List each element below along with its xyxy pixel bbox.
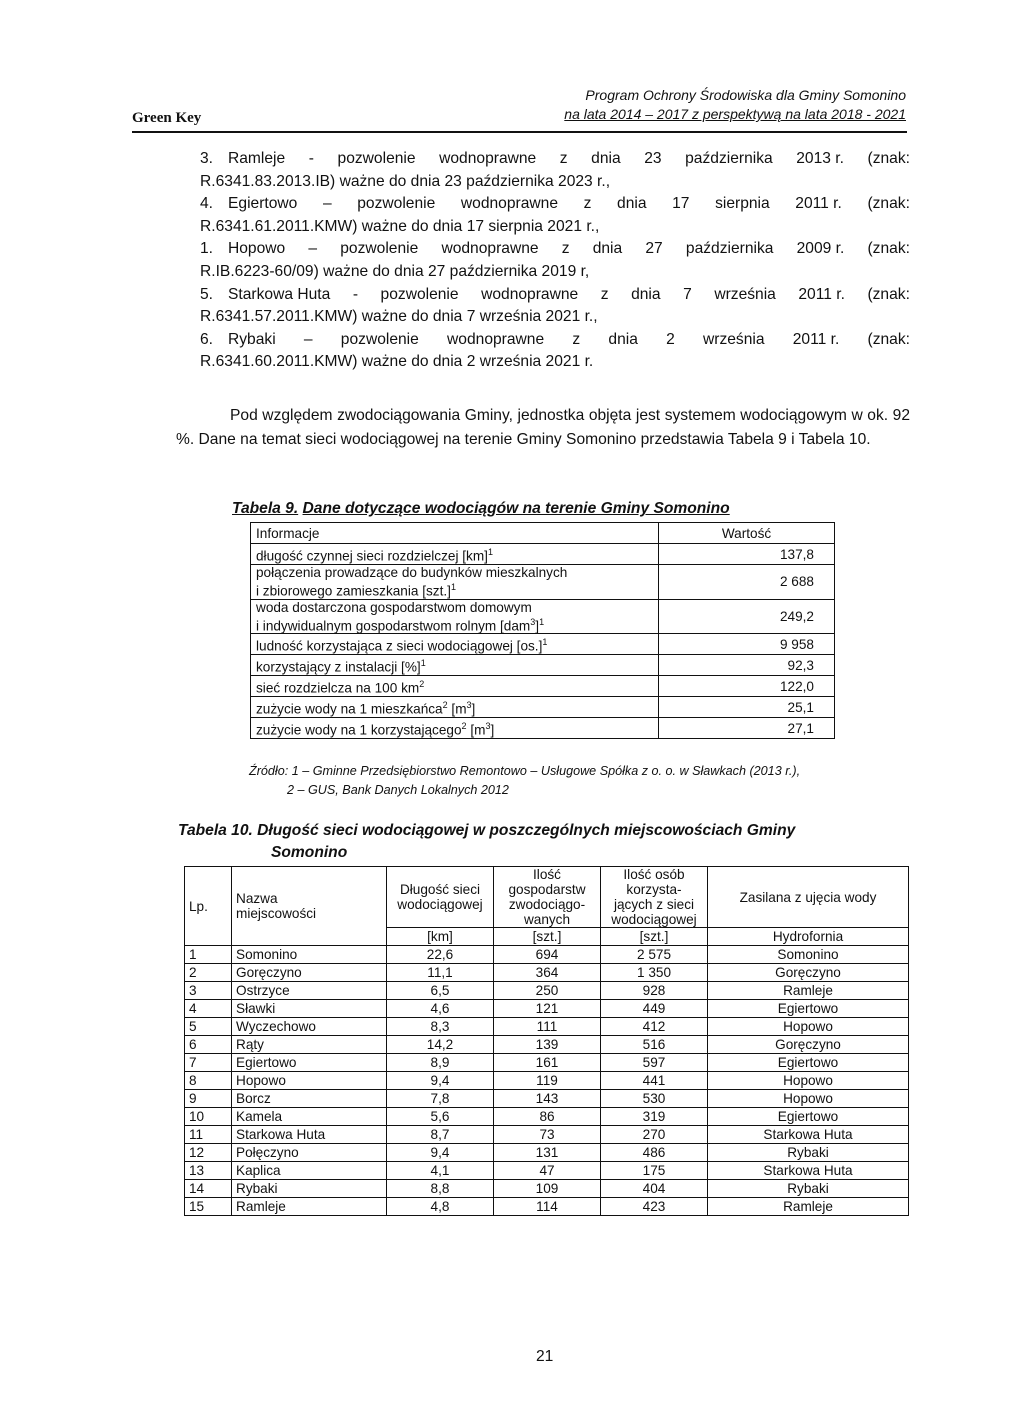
permit-item xyxy=(200,148,910,193)
table10-lp: 8 xyxy=(185,1072,232,1090)
table10-lp: 14 xyxy=(185,1180,232,1198)
body-paragraph-text: Pod względem zwodociągowania Gminy, jednostka objęta jest systemem wodociągowym w ok. 92 %. Dane na temat sieci wodociągowej na terenie Gminy Somonino przedstawia Tabela 9 i Tabela 10. xyxy=(176,407,910,448)
permit-word: pozwolenie xyxy=(340,240,419,258)
table10-row xyxy=(185,1000,909,1018)
table10-farms: 364 xyxy=(494,964,601,982)
table10-row xyxy=(185,946,909,964)
table9-value: 122,0 xyxy=(659,676,835,697)
table9-label-end: ] xyxy=(535,618,540,634)
table9-label xyxy=(251,655,659,676)
permit-word: z xyxy=(572,330,581,348)
table9-row xyxy=(251,565,835,600)
table10-lp: 9 xyxy=(185,1090,232,1108)
table9-unit-sup: 3 xyxy=(530,616,536,627)
table10-unit-farms: [szt.] xyxy=(494,928,601,946)
table10-people: 423 xyxy=(601,1198,708,1216)
permit-word: 2011 r. xyxy=(795,195,842,213)
table9-head-value: Wartość xyxy=(659,523,835,544)
permit-word: Hopowo xyxy=(228,240,286,258)
permit-word: Starkowa Huta xyxy=(228,285,331,303)
table9-source xyxy=(249,762,800,800)
table9-caption-label: Tabela 9. xyxy=(232,500,299,517)
table10-head-farms-1: Ilość xyxy=(533,867,561,882)
table10-length: 9,4 xyxy=(387,1072,494,1090)
table9-row xyxy=(251,634,835,655)
table9-label xyxy=(251,599,659,634)
permit-word: – xyxy=(308,240,318,258)
table10-head-name-1: Nazwa xyxy=(236,891,278,906)
permit-line1 xyxy=(228,284,910,307)
table9-row xyxy=(251,718,835,739)
table10-people: 270 xyxy=(601,1126,708,1144)
table10-lp: 6 xyxy=(185,1036,232,1054)
permit-word: października xyxy=(685,240,774,258)
table10-people: 928 xyxy=(601,982,708,1000)
table10-farms: 250 xyxy=(494,982,601,1000)
table10-row xyxy=(185,964,909,982)
permit-word: (znak: xyxy=(867,195,910,213)
table10-header-row xyxy=(185,867,909,928)
permit-word: - xyxy=(308,150,314,167)
permit-word: Ramleje xyxy=(228,150,286,167)
permit-word: 17 xyxy=(672,195,690,213)
table9-label-text: długość czynnej sieci rozdzielczej [km] xyxy=(256,548,488,564)
permit-item xyxy=(200,238,910,283)
table10-lp: 5 xyxy=(185,1018,232,1036)
permit-line1 xyxy=(228,238,910,261)
table9-row xyxy=(251,697,835,718)
table10-people: 319 xyxy=(601,1108,708,1126)
table10-lp: 1 xyxy=(185,946,232,964)
table10-source: Ramleje xyxy=(708,982,909,1000)
table9-unit-sup: 3 xyxy=(466,699,472,710)
table9-label-text: zużycie wody na 1 mieszkańca xyxy=(256,701,443,717)
table10-length: 5,6 xyxy=(387,1108,494,1126)
table9-label xyxy=(251,676,659,697)
table10-source: Rybaki xyxy=(708,1180,909,1198)
permit-word: dnia xyxy=(608,330,638,348)
permit-word: 7 xyxy=(683,285,692,303)
table9-unit-sup: 3 xyxy=(485,720,491,731)
permit-word: (znak: xyxy=(867,330,910,348)
table9-source-line2: 2 – GUS, Bank Danych Lokalnych 2012 xyxy=(287,783,509,797)
table10-people: 449 xyxy=(601,1000,708,1018)
table10-lp: 12 xyxy=(185,1144,232,1162)
table9-source-sup: 2 xyxy=(419,678,425,689)
table9-label-line1: woda dostarczona gospodarstwom domowym xyxy=(256,599,532,615)
table10-farms: 121 xyxy=(494,1000,601,1018)
table10-name: Rybaki xyxy=(232,1180,387,1198)
table9-value: 92,3 xyxy=(659,655,835,676)
table9-source-sup: 1 xyxy=(487,546,493,557)
table10-farms: 143 xyxy=(494,1090,601,1108)
table9-row xyxy=(251,676,835,697)
table10-farms: 114 xyxy=(494,1198,601,1216)
permit-word: z xyxy=(600,285,609,303)
table10-length: 8,3 xyxy=(387,1018,494,1036)
table9-label xyxy=(251,565,659,600)
permit-word: Egiertowo xyxy=(228,195,298,213)
permit-word: z xyxy=(561,240,570,258)
table10-row xyxy=(185,1126,909,1144)
table10-head-farms-4: wanych xyxy=(523,912,571,927)
table10-source: Egiertowo xyxy=(708,1054,909,1072)
permit-number: 4. xyxy=(200,195,214,213)
table9-value: 249,2 xyxy=(659,599,835,634)
table10-length: 14,2 xyxy=(387,1036,494,1054)
table10-head-source: Zasilana z ujęcia wody xyxy=(708,867,909,928)
table10-farms: 109 xyxy=(494,1180,601,1198)
permit-word: wodnoprawne xyxy=(481,285,579,303)
permit-word: wodnoprawne xyxy=(439,150,537,167)
table10-lp: 7 xyxy=(185,1054,232,1072)
permit-word: 2013 r. xyxy=(796,150,844,167)
permit-item xyxy=(200,193,910,238)
permit-line2: R.6341.57.2011.KMW) ważne do dnia 7 września 2021 r., xyxy=(200,308,598,326)
table9 xyxy=(250,522,835,739)
table10-name: Wyczechowo xyxy=(232,1018,387,1036)
table10-lp: 10 xyxy=(185,1108,232,1126)
table10-row xyxy=(185,982,909,1000)
permit-line2: R.6341.61.2011.KMW) ważne do dnia 17 sierpnia 2021 r., xyxy=(200,217,600,235)
permit-line2: R.6341.60.2011.KMW) ważne do dnia 2 września 2021 r. xyxy=(200,353,594,371)
table10-lp: 3 xyxy=(185,982,232,1000)
permit-word: wodnoprawne xyxy=(441,240,539,258)
permit-word: września xyxy=(703,330,765,348)
table10-name: Borcz xyxy=(232,1090,387,1108)
table10-farms: 119 xyxy=(494,1072,601,1090)
table10-length: 8,8 xyxy=(387,1180,494,1198)
table10-farms: 86 xyxy=(494,1108,601,1126)
table9-value: 25,1 xyxy=(659,697,835,718)
table10-source: Starkowa Huta xyxy=(708,1126,909,1144)
table10-head-farms-3: zwodociągo- xyxy=(508,897,586,912)
permit-number: 1. xyxy=(200,240,214,258)
table10-source: Egiertowo xyxy=(708,1108,909,1126)
permit-word: Rybaki xyxy=(228,330,276,348)
permit-word: pozwolenie xyxy=(340,330,419,348)
table10-farms: 694 xyxy=(494,946,601,964)
permit-word: sierpnia xyxy=(715,195,770,213)
permit-number: 6. xyxy=(200,330,214,348)
table10-name: Ramleje xyxy=(232,1198,387,1216)
permit-word: (znak: xyxy=(867,240,910,258)
table9-row xyxy=(251,544,835,565)
table10-people: 530 xyxy=(601,1090,708,1108)
table9-unit-end: ] xyxy=(490,722,495,738)
table10-people: 1 350 xyxy=(601,964,708,982)
table10-name: Kamela xyxy=(232,1108,387,1126)
permit-word: 2009 r. xyxy=(796,240,845,258)
permit-word: 27 xyxy=(645,240,663,258)
table10-source: Hopowo xyxy=(708,1018,909,1036)
table10 xyxy=(184,866,909,1216)
table10-people: 597 xyxy=(601,1054,708,1072)
table10-name: Połęczyno xyxy=(232,1144,387,1162)
table10-length: 4,1 xyxy=(387,1162,494,1180)
header-divider xyxy=(132,131,907,133)
permit-word: wodnoprawne xyxy=(460,195,558,213)
permit-word: – xyxy=(303,330,313,348)
table10-source: Egiertowo xyxy=(708,1000,909,1018)
table10-farms: 47 xyxy=(494,1162,601,1180)
permit-line2: R.6341.83.2013.IB) ważne do dnia 23 października 2023 r., xyxy=(200,172,611,190)
table9-head-info: Informacje xyxy=(251,523,659,544)
table10-lp: 4 xyxy=(185,1000,232,1018)
table10-lp: 13 xyxy=(185,1162,232,1180)
permit-word: dnia xyxy=(631,285,661,303)
table9-label-text: korzystający z instalacji [%] xyxy=(256,659,421,675)
permit-number: 3. xyxy=(200,150,214,167)
table10-head-people-2: korzysta- xyxy=(626,882,682,897)
permit-word: 23 xyxy=(644,150,662,167)
permit-line2: R.IB.6223-60/09) ważne do dnia 27 października 2019 r, xyxy=(200,262,590,280)
table10-people: 516 xyxy=(601,1036,708,1054)
table10-unit-length: [km] xyxy=(387,928,494,946)
table9-value: 137,8 xyxy=(659,544,835,565)
table10-row xyxy=(185,1036,909,1054)
table10-length: 11,1 xyxy=(387,964,494,982)
body-paragraph xyxy=(176,404,910,452)
table9-value: 2 688 xyxy=(659,565,835,600)
table10-row xyxy=(185,1162,909,1180)
table10-name: Rąty xyxy=(232,1036,387,1054)
header-title-line2: na lata 2014 – 2017 z perspektywą na lata 2018 - 2021 xyxy=(564,106,906,122)
table9-label-text: sieć rozdzielcza na 100 km xyxy=(256,680,420,696)
table9-label-line1: połączenia prowadzące do budynków mieszkalnych xyxy=(256,565,568,580)
permit-item xyxy=(200,284,910,329)
table10-length: 22,6 xyxy=(387,946,494,964)
table9-label-line2: i indywidualnym gospodarstwom rolnym [dam xyxy=(256,618,531,634)
table10-name: Egiertowo xyxy=(232,1054,387,1072)
table10-people: 175 xyxy=(601,1162,708,1180)
table10-row xyxy=(185,1090,909,1108)
table10-head-length xyxy=(387,867,494,928)
permit-word: – xyxy=(322,195,332,213)
table10-row xyxy=(185,1054,909,1072)
table10-head-name xyxy=(232,867,387,946)
table10-name: Somonino xyxy=(232,946,387,964)
permit-word: dnia xyxy=(592,240,623,258)
table10-farms: 131 xyxy=(494,1144,601,1162)
permit-word: wodnoprawne xyxy=(447,330,545,348)
table10-source: Ramleje xyxy=(708,1198,909,1216)
table10-head-lp: Lp. xyxy=(185,867,232,946)
table9-source-sup: 1 xyxy=(539,616,545,627)
table10-length: 4,8 xyxy=(387,1198,494,1216)
permit-word: pozwolenie xyxy=(380,285,459,303)
table10-caption xyxy=(178,820,795,864)
table10-people: 486 xyxy=(601,1144,708,1162)
table10-head-people-1: Ilość osób xyxy=(623,867,685,882)
table10-head-name-2: miejscowości xyxy=(236,906,317,921)
table10-farms: 139 xyxy=(494,1036,601,1054)
table10-head-length-2: wodociągowej xyxy=(397,897,483,912)
table9-label xyxy=(251,697,659,718)
table10-name: Sławki xyxy=(232,1000,387,1018)
table10-head-people-4: wodociągowej xyxy=(611,912,697,927)
table10-length: 8,9 xyxy=(387,1054,494,1072)
table9-source-sup: 1 xyxy=(542,636,548,647)
header-brand: Green Key xyxy=(132,110,202,126)
permit-word: października xyxy=(685,150,773,167)
table10-people: 2 575 xyxy=(601,946,708,964)
table10-caption-line2: Somonino xyxy=(271,844,348,861)
table10-source: Goręczyno xyxy=(708,1036,909,1054)
table10-name: Ostrzyce xyxy=(232,982,387,1000)
permit-line1 xyxy=(228,148,910,171)
table9-row xyxy=(251,599,835,634)
table10-row xyxy=(185,1072,909,1090)
table9-label xyxy=(251,544,659,565)
permit-word: - xyxy=(352,285,359,303)
table9-unit: [m xyxy=(466,722,486,738)
table10-source: Rybaki xyxy=(708,1144,909,1162)
table10-row xyxy=(185,1180,909,1198)
table10-people: 412 xyxy=(601,1018,708,1036)
table9-header-row xyxy=(251,523,835,544)
permit-word: 2011 r. xyxy=(798,285,845,303)
permit-line1 xyxy=(228,329,910,352)
permit-word: z xyxy=(559,150,568,167)
header-title xyxy=(564,86,906,124)
header-title-line1: Program Ochrony Środowiska dla Gminy Somonino xyxy=(585,87,906,103)
table10-source: Hopowo xyxy=(708,1090,909,1108)
permit-word: (znak: xyxy=(867,150,910,167)
table10-source: Somonino xyxy=(708,946,909,964)
permit-word: 2011 r. xyxy=(792,330,840,348)
table10-source: Goręczyno xyxy=(708,964,909,982)
table10-unit-people: [szt.] xyxy=(601,928,708,946)
table9-value: 9 958 xyxy=(659,634,835,655)
permit-item xyxy=(200,329,910,374)
permit-list xyxy=(200,148,910,374)
table10-caption-line1: Tabela 10. Długość sieci wodociągowej w poszczególnych miejscowościach Gminy xyxy=(178,822,796,839)
table10-length: 8,7 xyxy=(387,1126,494,1144)
table10-people: 404 xyxy=(601,1180,708,1198)
table9-label xyxy=(251,718,659,739)
permit-word: dnia xyxy=(617,195,647,213)
page-number: 21 xyxy=(536,1348,554,1365)
table9-source-sup: 1 xyxy=(420,657,426,668)
table10-lp: 15 xyxy=(185,1198,232,1216)
table10-farms: 73 xyxy=(494,1126,601,1144)
table10-head-length-1: Długość sieci xyxy=(399,882,481,897)
table9-unit-end: ] xyxy=(471,701,476,717)
table9-label xyxy=(251,634,659,655)
table10-head-farms xyxy=(494,867,601,928)
permit-word: (znak: xyxy=(867,285,910,303)
table10-row xyxy=(185,1144,909,1162)
table10-name: Goręczyno xyxy=(232,964,387,982)
table10-length: 7,8 xyxy=(387,1090,494,1108)
table10-head-people-3: jących z sieci xyxy=(613,897,695,912)
table10-farms: 161 xyxy=(494,1054,601,1072)
permit-word: pozwolenie xyxy=(357,195,436,213)
permit-word: dnia xyxy=(591,150,621,167)
table9-caption-text: Dane dotyczące wodociągów na terenie Gminy Somonino xyxy=(302,500,730,517)
table9-label-text: ludność korzystająca z sieci wodociągowej [os.] xyxy=(256,638,543,654)
table10-name: Kaplica xyxy=(232,1162,387,1180)
table10-source: Hopowo xyxy=(708,1072,909,1090)
table10-people: 441 xyxy=(601,1072,708,1090)
table10-farms: 111 xyxy=(494,1018,601,1036)
table10-head-people xyxy=(601,867,708,928)
table10-length: 6,5 xyxy=(387,982,494,1000)
permit-line1 xyxy=(228,193,910,216)
table10-row xyxy=(185,1108,909,1126)
table9-source-sup: 2 xyxy=(442,699,448,710)
table10-name: Starkowa Huta xyxy=(232,1126,387,1144)
table9-value: 27,1 xyxy=(659,718,835,739)
table10-head-farms-2: gospodarstw xyxy=(508,882,586,897)
table10-length: 9,4 xyxy=(387,1144,494,1162)
table10-row xyxy=(185,1018,909,1036)
table10-lp: 11 xyxy=(185,1126,232,1144)
permit-word: z xyxy=(583,195,592,213)
table9-label-line2: i zbiorowego zamieszkania [szt.] xyxy=(256,583,451,599)
table9-source-sup: 2 xyxy=(461,720,467,731)
table9-caption xyxy=(232,500,730,518)
permit-word: 2 xyxy=(666,330,675,348)
table10-row xyxy=(185,1198,909,1216)
table9-source-line1: Źródło: 1 – Gminne Przedsiębiorstwo Remontowo – Usługowe Spółka z o. o. w Sławkach (2013 r.), xyxy=(249,764,801,778)
permit-number: 5. xyxy=(200,285,214,303)
permit-word: pozwolenie xyxy=(337,150,416,167)
permit-word: września xyxy=(714,285,776,303)
table10-name: Hopowo xyxy=(232,1072,387,1090)
table10-source: Starkowa Huta xyxy=(708,1162,909,1180)
table9-row xyxy=(251,655,835,676)
table10-lp: 2 xyxy=(185,964,232,982)
table9-label-text: zużycie wody na 1 korzystającego xyxy=(256,722,462,738)
table10-length: 4,6 xyxy=(387,1000,494,1018)
table9-source-sup: 1 xyxy=(450,582,456,592)
table9-unit: [m xyxy=(447,701,467,717)
table10-unit-source: Hydrofornia xyxy=(708,928,909,946)
